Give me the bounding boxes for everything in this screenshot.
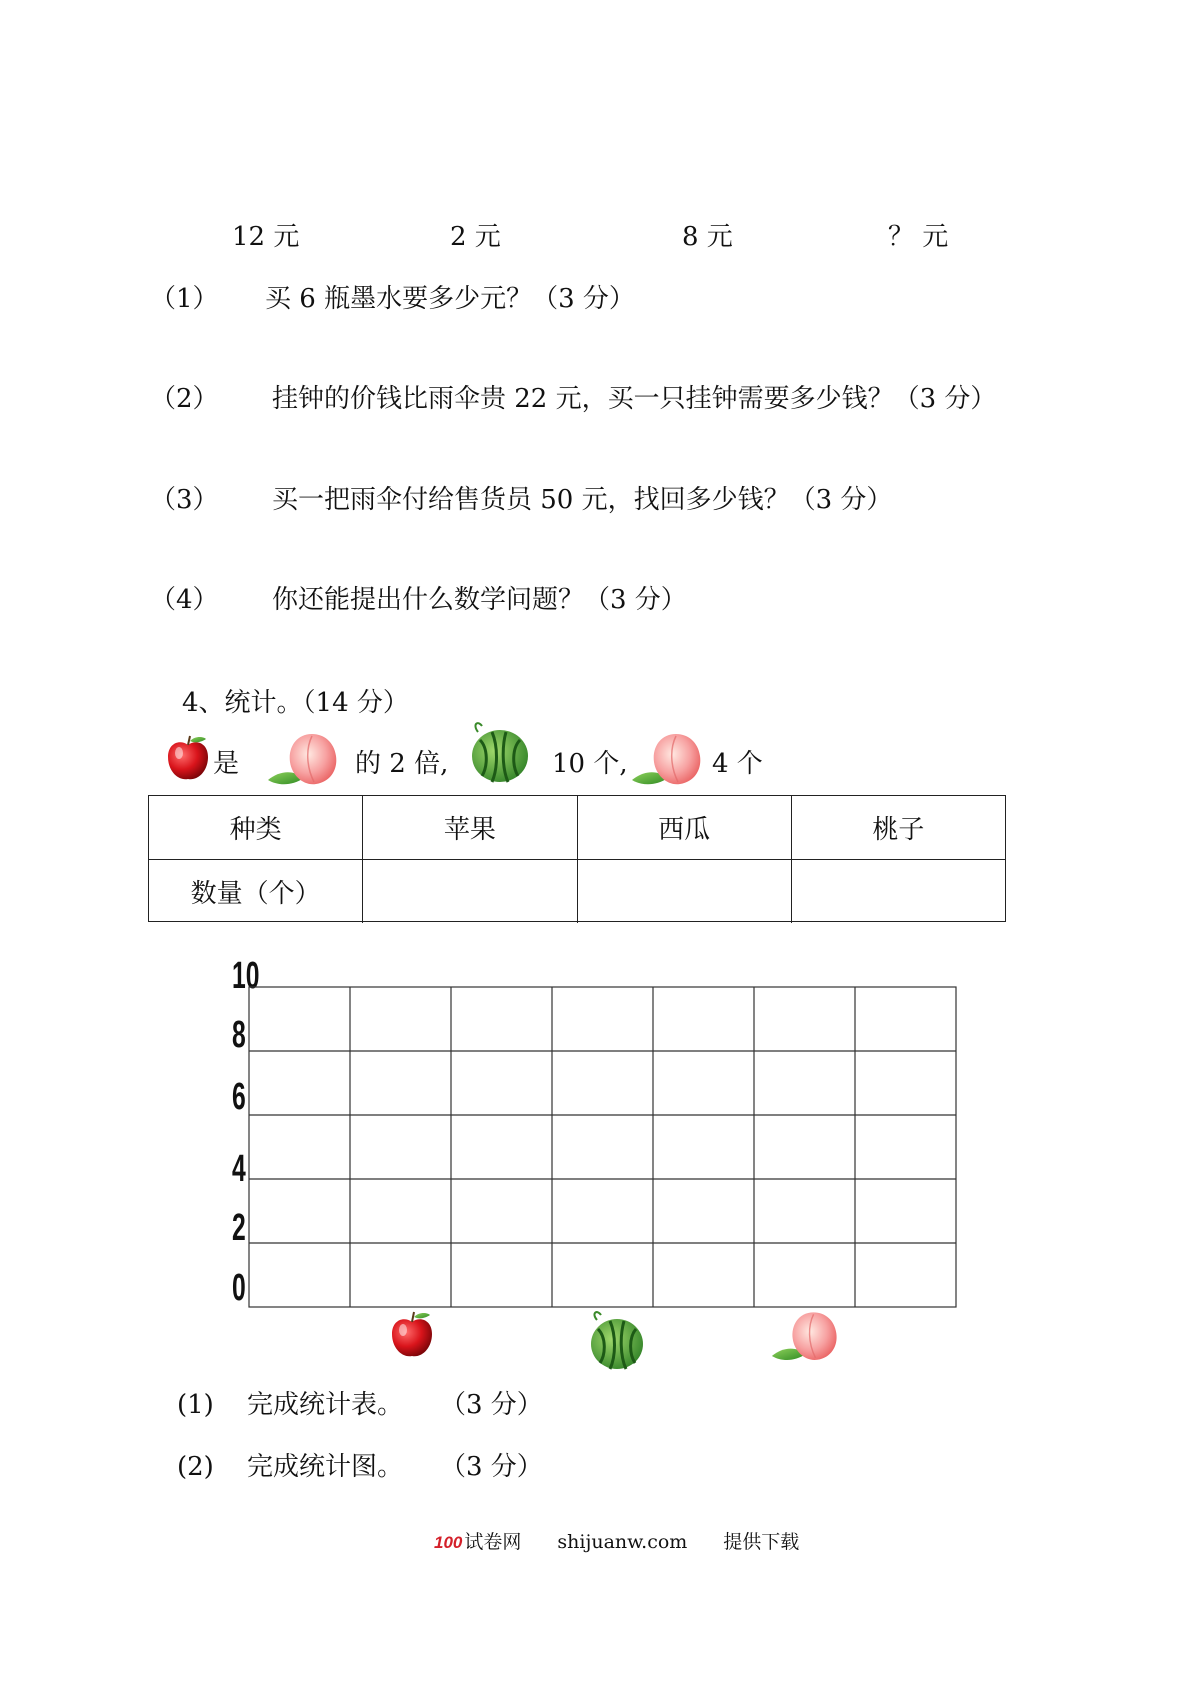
apple-icon [386, 1308, 438, 1364]
task-score: （3 分） [440, 1452, 543, 1482]
table-cell-apple[interactable] [362, 860, 576, 923]
price-label: 12 元 [232, 222, 300, 252]
y-axis-label: 4 [232, 1148, 246, 1190]
question-text: 买 6 瓶墨水要多少元？（3 分） [265, 284, 635, 314]
statement-text: 4 个 [712, 749, 763, 779]
question-text: 你还能提出什么数学问题？（3 分） [272, 585, 687, 615]
y-axis-label: 2 [232, 1207, 246, 1249]
question-number: （4） [150, 585, 219, 615]
question-number: （1） [150, 284, 219, 314]
peach-icon [630, 730, 706, 790]
table-header-row [149, 796, 1005, 859]
table-header-cell: 种类 [229, 815, 282, 845]
statement-text: 10 个, [552, 749, 628, 779]
site-name: 试卷网 [464, 1531, 522, 1553]
peach-icon [770, 1308, 842, 1366]
site-logo: 100 [434, 1533, 463, 1552]
statistics-table [148, 795, 1006, 922]
question-number: （2） [150, 384, 219, 414]
y-axis-label: 6 [232, 1076, 246, 1118]
price-label: ？ 元 [888, 222, 949, 252]
table-row [149, 859, 1005, 923]
footer-note: 提供下载 [723, 1531, 800, 1553]
table-cell-peach[interactable] [791, 860, 1005, 923]
apple-icon [162, 733, 214, 785]
site-url[interactable]: shijuanw.com [557, 1531, 688, 1553]
task-score: （3 分） [440, 1390, 543, 1420]
price-label: 2 元 [450, 222, 501, 252]
table-header-cell: 苹果 [362, 796, 576, 859]
question-number: （3） [150, 485, 219, 515]
footer [434, 1530, 799, 1555]
statement-text: 是 [213, 749, 240, 779]
section-title: 4、统计。（14 分） [182, 688, 409, 718]
bar-chart-grid[interactable] [248, 985, 960, 1310]
task-number: (1) [177, 1390, 214, 1420]
task-number: (2) [177, 1452, 214, 1482]
question-text: 买一把雨伞付给售货员 50 元，找回多少钱？（3 分） [272, 485, 893, 515]
table-header-cell: 桃子 [791, 796, 1005, 859]
y-axis-label: 0 [232, 1267, 246, 1309]
task-text: 完成统计表。 [247, 1390, 404, 1420]
y-axis-label: 8 [232, 1014, 246, 1056]
table-cell-watermelon[interactable] [577, 860, 791, 923]
statement-text: 的 2 倍, [355, 749, 449, 779]
y-axis-label: 10 [232, 955, 260, 997]
price-label: 8 元 [682, 222, 733, 252]
table-row-label: 数量（个） [190, 879, 321, 909]
peach-icon [266, 730, 342, 790]
table-header-cell: 西瓜 [577, 796, 791, 859]
task-text: 完成统计图。 [247, 1452, 404, 1482]
watermelon-icon [585, 1308, 645, 1370]
question-text: 挂钟的价钱比雨伞贵 22 元，买一只挂钟需要多少钱？（3 分） [272, 384, 997, 414]
watermelon-icon [464, 718, 534, 784]
